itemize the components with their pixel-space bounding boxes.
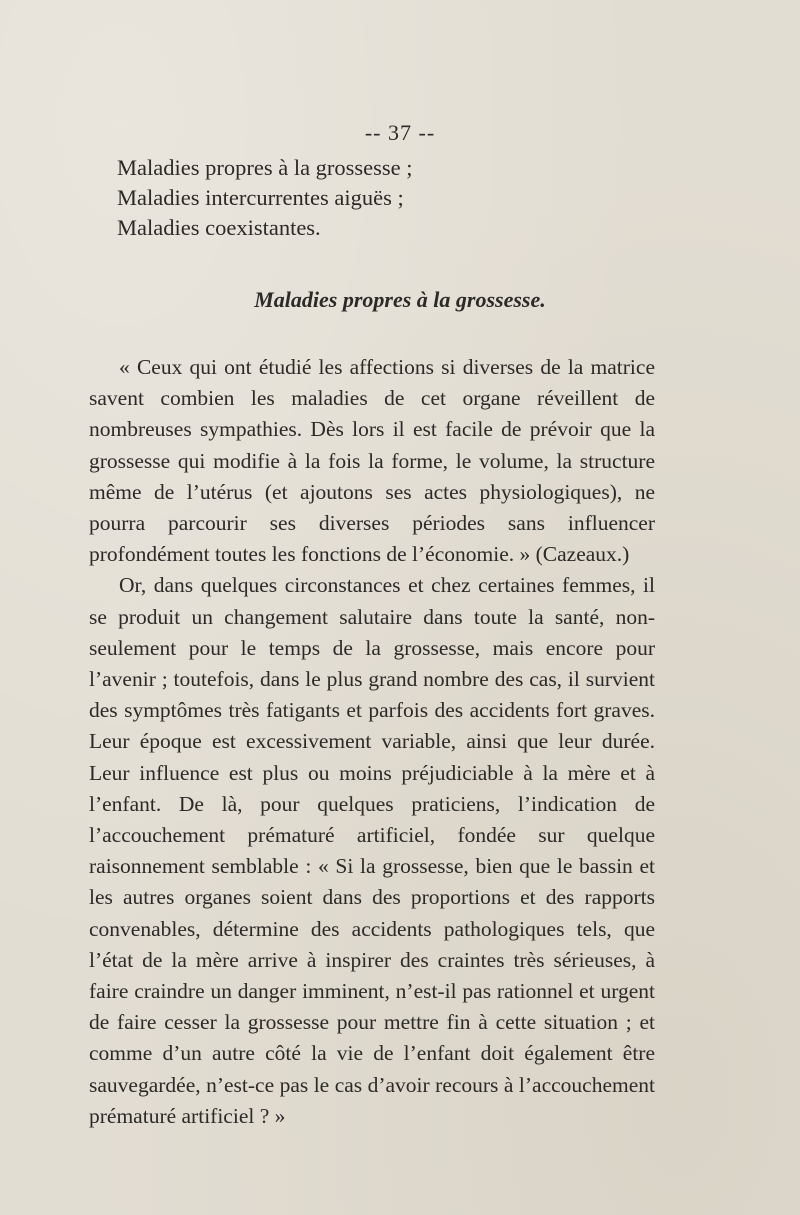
section-heading: Maladies propres à la grossesse. <box>254 287 546 312</box>
disease-list <box>117 153 413 243</box>
body-text <box>89 352 655 1132</box>
page-number: -- 37 -- <box>364 120 436 145</box>
list-item: Maladies coexistantes. <box>117 215 321 240</box>
paragraph-quote: « Ceux qui ont étudié les affections si diverses de la matrice savent combien les maladies de cet organe réveillent de nombreuses sympathies. Dès lors il est facile de prévoir que la grossesse qui modifie à la fois la forme, le volume, la structure même de l’utérus (et ajoutons ses actes physiologiques), ne pourra parcourir ses diverses périodes sans influencer profondément toutes les fonctions de l’économie. » (Cazeaux.) <box>89 355 655 567</box>
list-item: Maladies intercurrentes aiguës ; <box>117 185 404 210</box>
list-item: Maladies propres à la grossesse ; <box>117 155 413 180</box>
paragraph-body: Or, dans quelques circonstances et chez certaines femmes, il se produit un changement salutaire dans toute la santé, non-seulement pour le temps de la grossesse, mais encore pour l’avenir ; toutefois, dans le plus grand nombre des cas, il survient des symptômes très fatigants et parfois des accidents fort graves. Leur époque est excessivement variable, ainsi que leur durée. Leur influence est plus ou moins préjudiciable à la mère et à l’enfant. De là, pour quelques praticiens, l’indication de l’accouchement prématuré artificiel, fondée sur quelque raisonnement semblable : « Si la grossesse, bien que le bassin et les autres organes soient dans des proportions et des rapports convenables, détermine des accidents pathologiques tels, que l’état de la mère arrive à inspirer des craintes très sérieuses, à faire craindre un danger imminent, n’est-il pas rationnel et urgent de faire cesser la grossesse pour mettre fin à cette situation ; et comme d’un autre côté la vie de l’enfant doit également être sauvegardée, n’est-ce pas le cas d’avoir recours à l’accouchement prématuré artificiel ? » <box>89 573 655 1128</box>
